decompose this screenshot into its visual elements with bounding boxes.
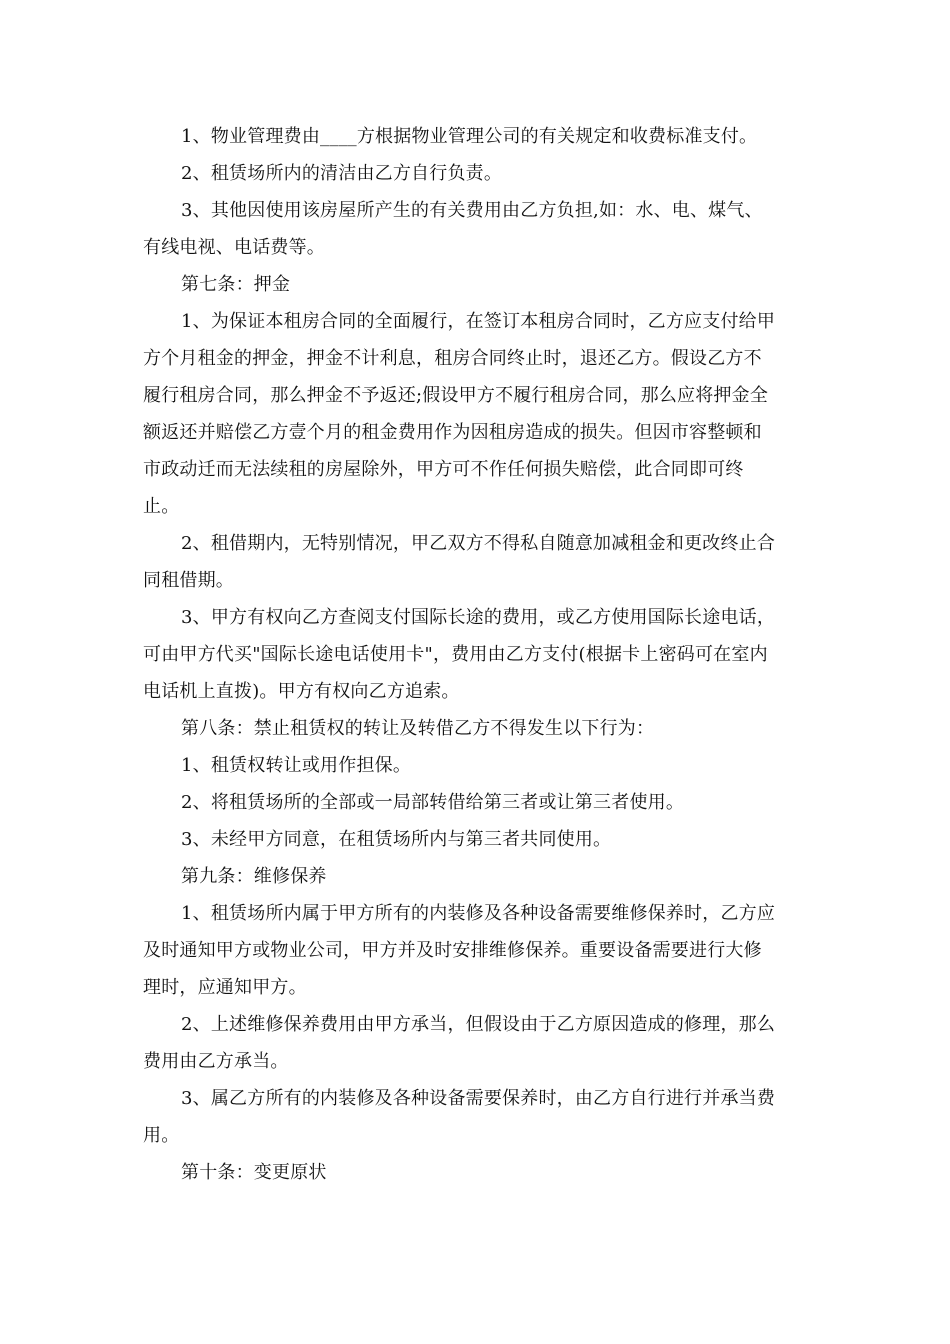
text-line: 1、物业管理费由____方根据物业管理公司的有关规定和收费标准支付。: [181, 126, 758, 147]
text-line: 有线电视、电话费等。: [143, 237, 325, 258]
document-body: [143, 118, 813, 1191]
text-line: 2、将租赁场所的全部或一局部转借给第三者或让第三者使用。: [181, 792, 685, 813]
text-line: 电话机上直拨)。甲方有权向乙方追索。: [143, 681, 460, 702]
paragraph-sublet: [143, 784, 813, 821]
paragraph-transfer: [143, 747, 813, 784]
text-line: 方个月租金的押金，押金不计利息，租房合同终止时，退还乙方。假设乙方不: [143, 348, 762, 369]
text-line: 额返还并赔偿乙方壹个月的租金费用作为因租房造成的损失。但因市容整顿和: [143, 422, 762, 443]
paragraph-tenant-equipment: [143, 1080, 813, 1154]
text-line: 市政动迁而无法续租的房屋除外，甲方可不作任何损失赔偿，此合同即可终: [143, 459, 744, 480]
paragraph-cleaning: [143, 155, 813, 192]
paragraph-shared-use: [143, 821, 813, 858]
text-line: 3、其他因使用该房屋所产生的有关费用由乙方负担,如：水、电、煤气、: [181, 200, 763, 221]
paragraph-deposit: [143, 303, 813, 525]
text-line: 第八条：禁止租赁权的转让及转借乙方不得发生以下行为：: [181, 718, 655, 739]
text-line: 3、未经甲方同意，在租赁场所内与第三者共同使用。: [181, 829, 612, 850]
text-line: 2、上述维修保养费用由甲方承当，但假设由于乙方原因造成的修理，那么: [181, 1014, 776, 1035]
text-line: 用。: [143, 1125, 180, 1146]
text-line: 2、租借期内，无特别情况，甲乙双方不得私自随意加减租金和更改终止合: [181, 533, 776, 554]
text-line: 可由甲方代买"国际长途电话使用卡"，费用由乙方支付(根据卡上密码可在室内: [143, 644, 768, 665]
paragraph-maintenance: [143, 895, 813, 1006]
paragraph-maintenance-cost: [143, 1006, 813, 1080]
text-line: 止。: [143, 496, 180, 517]
text-line: 第七条：押金: [181, 274, 291, 295]
article-9-heading: [143, 858, 813, 895]
text-line: 第十条：变更原状: [181, 1162, 327, 1183]
text-line: 2、租赁场所内的清洁由乙方自行负责。: [181, 163, 503, 184]
text-line: 第九条：维修保养: [181, 866, 327, 887]
text-line: 履行租房合同，那么押金不予返还;假设甲方不履行租房合同，那么应将押金全: [143, 385, 769, 406]
text-line: 3、属乙方所有的内装修及各种设备需要保养时，由乙方自行进行并承当费: [181, 1088, 776, 1109]
paragraph-property-fee: [143, 118, 813, 155]
text-line: 费用由乙方承当。: [143, 1051, 289, 1072]
text-line: 3、甲方有权向乙方查阅支付国际长途的费用，或乙方使用国际长途电话，: [181, 607, 776, 628]
paragraph-other-fees: [143, 192, 813, 266]
text-line: 及时通知甲方或物业公司，甲方并及时安排维修保养。重要设备需要进行大修: [143, 940, 762, 961]
article-8-heading: [143, 710, 813, 747]
text-line: 1、租赁场所内属于甲方所有的内装修及各种设备需要维修保养时，乙方应: [181, 903, 776, 924]
paragraph-rent-change: [143, 525, 813, 599]
article-10-heading: [143, 1154, 813, 1191]
text-line: 理时，应通知甲方。: [143, 977, 307, 998]
text-line: 同租借期。: [143, 570, 234, 591]
text-line: 1、租赁权转让或用作担保。: [181, 755, 412, 776]
paragraph-international-calls: [143, 599, 813, 710]
article-7-heading: [143, 266, 813, 303]
text-line: 1、为保证本租房合同的全面履行，在签订本租房合同时，乙方应支付给甲: [181, 311, 776, 332]
